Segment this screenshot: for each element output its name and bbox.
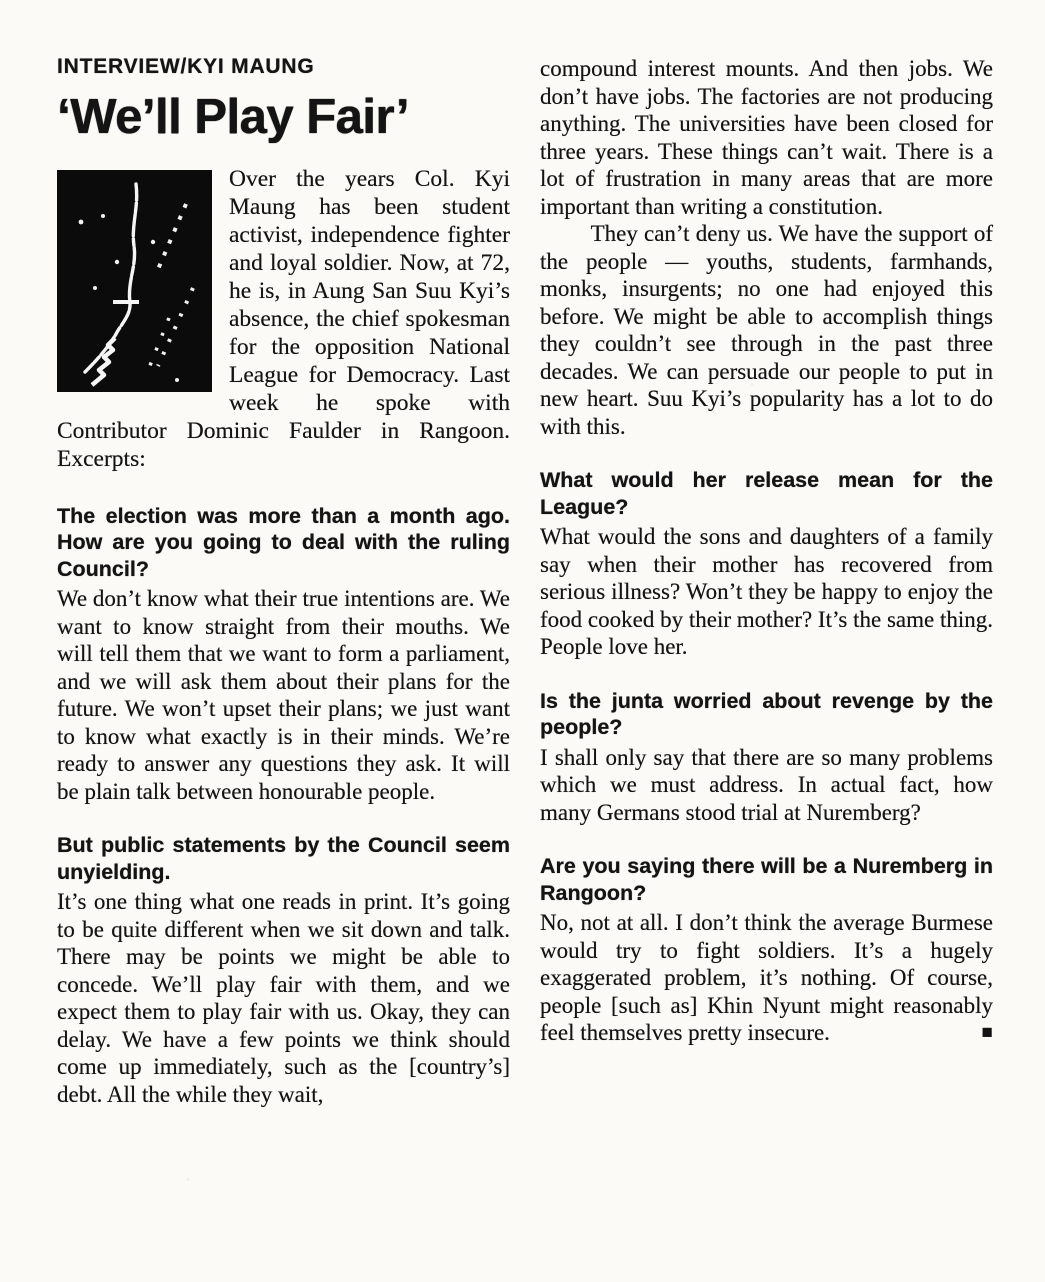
intro-section xyxy=(57,165,510,473)
article-columns xyxy=(57,55,993,1108)
left-column xyxy=(57,55,510,1108)
question-5: Are you saying there will be a Nuremberg in Rangoon? xyxy=(540,854,993,905)
portrait-photo-image xyxy=(57,170,212,392)
question-4: Is the junta worried about revenge by the people? xyxy=(540,688,993,739)
portrait-photo xyxy=(57,170,212,392)
question-2: But public statements by the Council seem unyielding. xyxy=(57,833,510,884)
answer-2-part2: compound interest mounts. And then jobs. We don’t have jobs. The factories are not producing anything. The universities have been closed for three years. These things can’t wait. There is a lot of frustration in many areas that are more important than writing a constitution. xyxy=(540,56,993,219)
answer-2-part3: They can’t deny us. We have the support of the people — youths, students, farmhands, monks, insurgents; no one had enjoyed this before. We might be able to accomplish things they couldn’t see through in the past three decades. We can persuade our people to put in new heart. Suu Kyi’s popularity has a lot to do with this. xyxy=(540,221,993,439)
answer-5-text: No, not at all. I don’t think the average Burmese would try to fight soldiers. It’s a hugely exaggerated problem, it’s nothing. Of course, people [such as] Khin Nyunt might reasonably feel themselves pretty insecure. xyxy=(540,910,993,1045)
answer-3: What would the sons and daughters of a family say when their mother has recovered from serious illness? Won’t they be happy to enjoy the food cooked by their mother? It’s the same thing. People love her. xyxy=(540,524,993,659)
question-3: What would her release mean for the League? xyxy=(540,468,993,519)
end-of-article-marker: ■ xyxy=(981,1022,993,1043)
answer-2-part1: It’s one thing what one reads in print. It’s going to be quite different when we sit down and talk. There may be points we might be able to concede. We’ll play fair with them, and we expect them to play fair with us. Okay, they can delay. We have a few points we think should come up immediately, such as the [country’s] debt. All the while they wait, xyxy=(57,889,510,1107)
article-title: ‘We’ll Play Fair’ xyxy=(57,90,409,144)
question-1: The election was more than a month ago. How are you going to deal with the ruling Council? xyxy=(57,503,510,581)
kicker: INTERVIEW/KYI MAUNG xyxy=(57,55,315,78)
right-column xyxy=(540,55,993,1108)
intro-paragraph: Over the years Col. Kyi Maung has been student activist, independence fighter and loyal soldier. Now, at 72, he is, in Aung San Suu Kyi’s absence, the chief spokesman for the opposition National League for Democracy. Last week he spoke with Contributor Dominic Faulder in Rangoon. Excerpts: xyxy=(57,165,510,472)
answer-4: I shall only say that there are so many problems which we must address. In actual fact, how many Germans stood trial at Nuremberg? xyxy=(540,744,993,825)
answer-1: We don’t know what their true intentions are. We want to know straight from their mouths. We will tell them that we want to form a parliament, and we will ask them about their plans for the future. We won’t upset their plans; we just want to know what exactly is in their minds. We’re ready to answer any questions they ask. It will be plain talk between honourable people. xyxy=(57,586,510,804)
answer-5 xyxy=(540,909,993,1047)
